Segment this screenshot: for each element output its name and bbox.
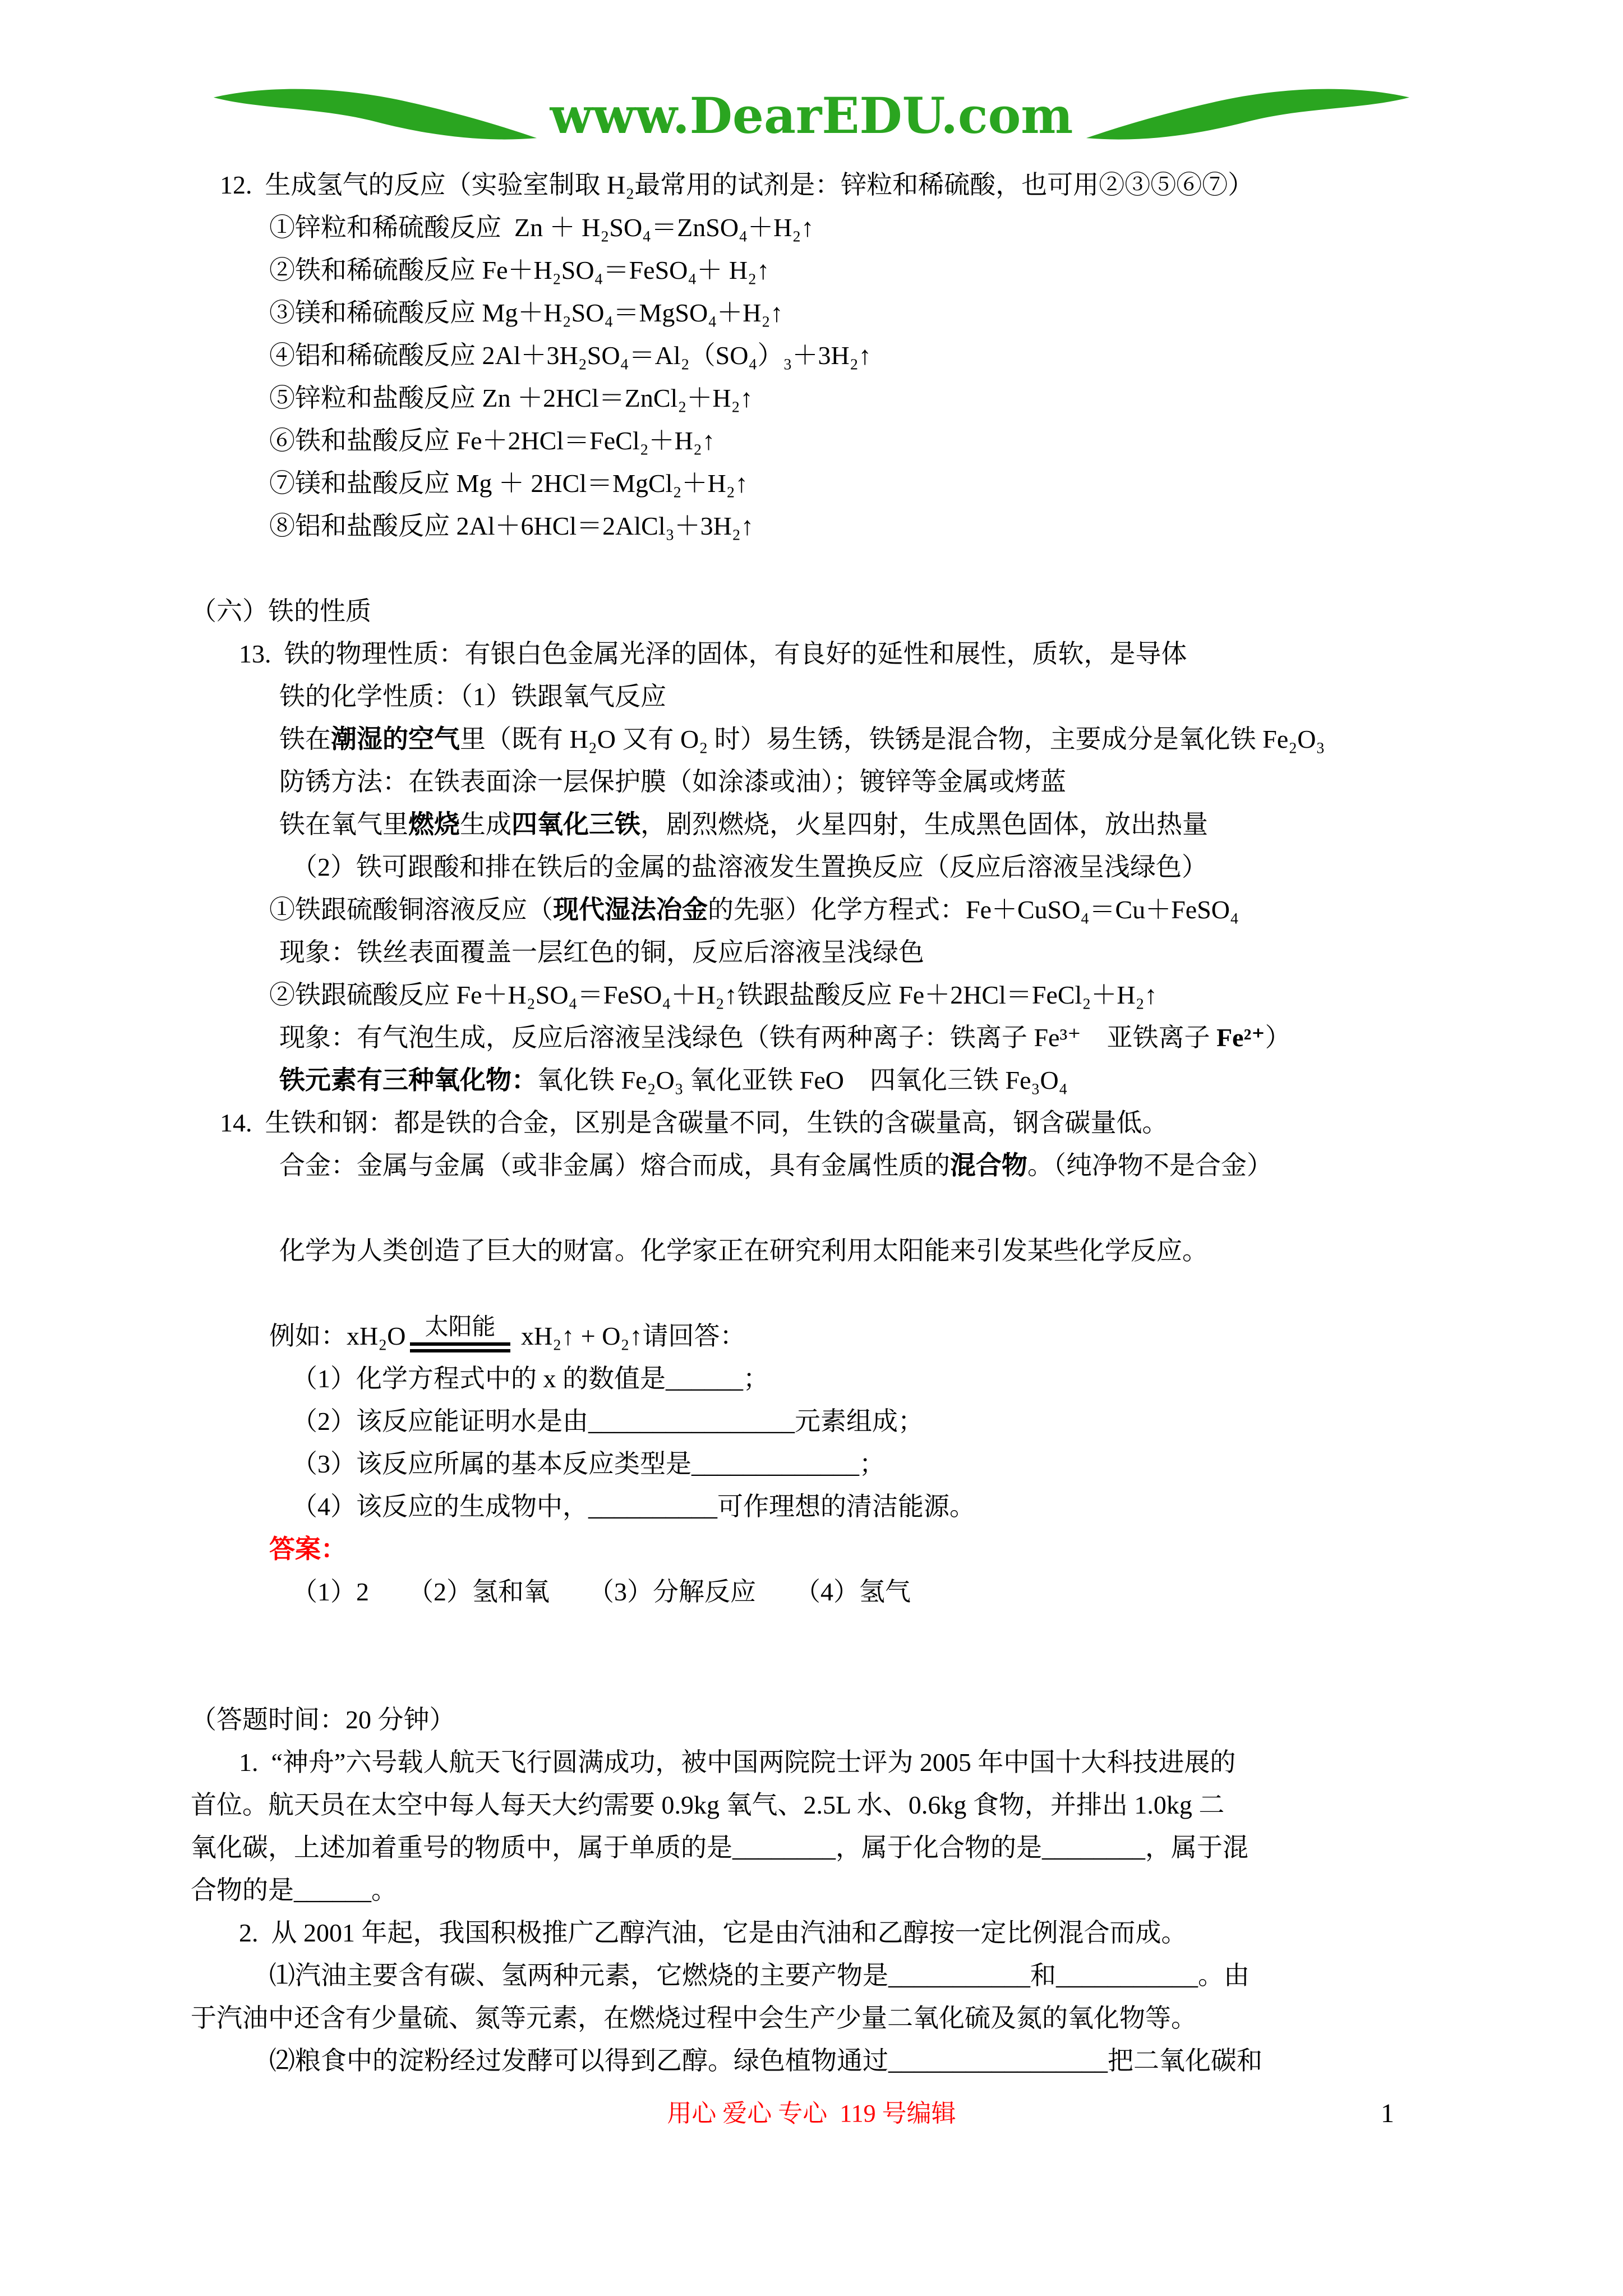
text-segment: 生成 [460,810,511,839]
logo-swoosh-left-icon [210,84,540,147]
document-line [191,2040,1439,2082]
document-line [191,803,1439,846]
text-segment: ⑥铁和盐酸反应 Fe＋2HCl＝FeCl₂＋H₂↑ [269,426,715,455]
document-line [191,164,1439,206]
text-segment: ②铁和稀硫酸反应 Fe＋H₂SO₄＝FeSO₄＋ H₂↑ [269,256,770,284]
document-line [191,206,1439,249]
text-segment: 燃烧 [408,810,460,839]
document-line [191,505,1439,547]
text-segment: 。（纯净物不是合金） [1027,1151,1272,1180]
document-line [191,1485,1439,1528]
text-segment: 答案： [269,1535,347,1563]
text-segment: 氧化碳，上述加着重号的物质中，属于单质的是________，属于化合物的是________，属于混 [191,1833,1248,1862]
reaction-condition: 太阳能 [410,1314,510,1352]
document-line [191,1016,1439,1059]
document-line [191,1869,1439,1912]
page-number: 1 [1381,2099,1394,2128]
text-segment: ③镁和稀硫酸反应 Mg＋H₂SO₄＝MgSO₄＋H₂↑ [269,298,783,327]
text-segment: 铁元素有三种氧化物： [279,1066,537,1094]
blank-line [191,1613,1439,1656]
document-line [191,334,1439,377]
document-line [191,1528,1439,1571]
text-segment: ，剧烈燃烧，火星四射，生成黑色固体，放出热量 [640,810,1208,839]
document-line [191,1315,1439,1358]
document-line [191,889,1439,931]
text-segment: 13. 铁的物理性质：有银白色金属光泽的固体，有良好的延性和展性，质软，是导体 [239,639,1187,668]
text-segment: ⑦镁和盐酸反应 Mg ＋ 2HCl＝MgCl₂＋H₂↑ [269,469,748,498]
text-segment: 里（既有 H₂O 又有 O₂ 时）易生锈，铁锈是混合物，主要成分是氧化铁 Fe₂O₃ [460,725,1325,753]
text-segment: （2）该反应能证明水是由________________元素组成； [292,1407,924,1435]
document-line [191,1699,1439,1741]
header-logo [0,84,1623,147]
text-segment: 现象：铁丝表面覆盖一层红色的铜，反应后溶液呈浅绿色 [279,938,924,967]
text-segment: （1）化学方程式中的 x 的数值是______； [292,1364,769,1393]
text-segment: 12. 生成氢气的反应（实验室制取 H₂最常用的试剂是：锌粒和稀硫酸，也可用②③⑤⑥⑦） [220,171,1254,199]
text-segment: 现代湿法冶金 [553,895,708,924]
text-segment: 的先驱）化学方程式：Fe＋CuSO₄＝Cu＋FeSO₄ [708,895,1239,924]
text-segment: 合物的是______。 [191,1876,397,1904]
text-segment: （六）铁的性质 [191,597,371,625]
blank-line [191,1272,1439,1315]
text-segment: ⑵粮食中的淀粉经过发酵可以得到乙醇。绿色植物通过_________________把二氧化碳和 [269,2046,1262,2075]
text-segment: 合金：金属与金属（或非金属）熔合而成，具有金属性质的 [279,1151,950,1180]
text-segment: 2. 从 2001 年起，我国积极推广乙醇汽油，它是由汽油和乙醇按一定比例混合而成。 [239,1918,1187,1947]
text-segment: ①铁跟硫酸铜溶液反应（ [269,895,553,924]
document-line [191,1912,1439,1954]
text-segment: ⑤锌粒和盐酸反应 Zn ＋2HCl＝ZnCl₂＋H₂↑ [269,384,753,412]
footer [0,2097,1623,2131]
text-segment: 例如：xH₂O [269,1322,406,1350]
document-line [191,1400,1439,1443]
text-segment: ） [1265,1023,1291,1052]
blank-line [191,1656,1439,1699]
document-line [191,675,1439,718]
document-line [191,1230,1439,1272]
document-line [191,761,1439,803]
document-line [191,633,1439,675]
document-line [191,462,1439,505]
document-line [191,1102,1439,1144]
text-segment: ②铁跟硫酸反应 Fe＋H₂SO₄＝FeSO₄＋H₂↑铁跟盐酸反应 Fe＋2HCl＝FeCl₂＋H₂↑ [269,981,1158,1009]
document-line [191,1997,1439,2040]
text-segment: 1. “神舟”六号载人航天飞行圆满成功，被中国两院院士评为 2005 年中国十大科技进展的 [239,1748,1236,1777]
document-line [191,249,1439,292]
document-line [191,846,1439,889]
footer-note: 用心 爱心 专心 119 号编辑 [667,2100,956,2127]
document-line [191,1059,1439,1102]
text-segment: 首位。航天员在太空中每人每天大约需要 0.9kg 氧气、2.5L 水、0.6kg 食物，并排出 1.0kg 二 [191,1791,1225,1819]
logo-text: www.DearEDU.com [550,86,1073,145]
document-line [191,292,1439,334]
document-line [191,1443,1439,1485]
text-segment: （4）该反应的生成物中，__________可作理想的清洁能源。 [292,1492,975,1521]
document-line [191,1741,1439,1784]
blank-line [191,547,1439,590]
text-segment: （1）2 （2）氢和氧 （3）分解反应 （4）氢气 [292,1577,911,1606]
document-line [191,1144,1439,1187]
document-line [191,590,1439,633]
text-segment: ⑴汽油主要含有碳、氢两种元素，它燃烧的主要产物是___________和___________。由 [269,1961,1249,1990]
document-line [191,1358,1439,1400]
text-segment: ④铝和稀硫酸反应 2Al＋3H₂SO₄＝Al₂（SO₄）₃＋3H₂↑ [269,341,872,370]
blank-line [191,1187,1439,1230]
document-line [191,1784,1439,1826]
document-line [191,377,1439,420]
text-segment: 防锈方法：在铁表面涂一层保护膜（如涂漆或油）；镀锌等金属或烤蓝 [279,767,1066,796]
logo-swoosh-right-icon [1083,84,1413,147]
text-segment: （3）该反应所属的基本反应类型是_____________； [292,1450,885,1478]
text-segment: ①锌粒和稀硫酸反应 Zn ＋ H₂SO₄＝ZnSO₄＋H₂↑ [269,213,814,242]
document-line [191,420,1439,462]
text-segment: Fe²⁺ [1216,1023,1265,1052]
text-segment: （2）铁可跟酸和排在铁后的金属的盐溶液发生置换反应（反应后溶液呈浅绿色） [292,853,1207,881]
document-line [191,1826,1439,1869]
text-segment: 四氧化三铁 [511,810,640,839]
document-body [191,164,1439,2082]
document-line [191,1954,1439,1997]
document-line [191,974,1439,1016]
text-segment: 14. 生铁和钢：都是铁的合金，区别是含碳量不同，生铁的含碳量高，钢含碳量低。 [220,1108,1168,1137]
text-segment: 混合物 [950,1151,1027,1180]
document-line [191,1571,1439,1613]
document-line [191,718,1439,761]
text-segment: 铁在氧气里 [279,810,408,839]
text-segment: 铁在 [279,725,331,753]
text-segment: 氧化铁 Fe₂O₃ 氧化亚铁 FeO 四氧化三铁 Fe₃O₄ [537,1066,1068,1094]
text-segment: 现象：有气泡生成，反应后溶液呈浅绿色（铁有两种离子：铁离子 Fe³⁺ 亚铁离子 [279,1023,1217,1052]
text-segment: xH₂↑ + O₂↑请回答： [514,1322,746,1350]
text-segment: 潮湿的空气 [331,725,460,753]
document-line [191,931,1439,974]
text-segment: 化学为人类创造了巨大的财富。化学家正在研究利用太阳能来引发某些化学反应。 [279,1236,1208,1265]
text-segment: ⑧铝和盐酸反应 2Al＋6HCl＝2AlCl₃＋3H₂↑ [269,512,754,540]
text-segment: 铁的化学性质：（1）铁跟氧气反应 [279,682,666,711]
text-segment: 于汽油中还含有少量硫、氮等元素，在燃烧过程中会生产少量二氧化硫及氮的氧化物等。 [191,2004,1197,2032]
text-segment: （答题时间：20 分钟） [191,1705,455,1734]
